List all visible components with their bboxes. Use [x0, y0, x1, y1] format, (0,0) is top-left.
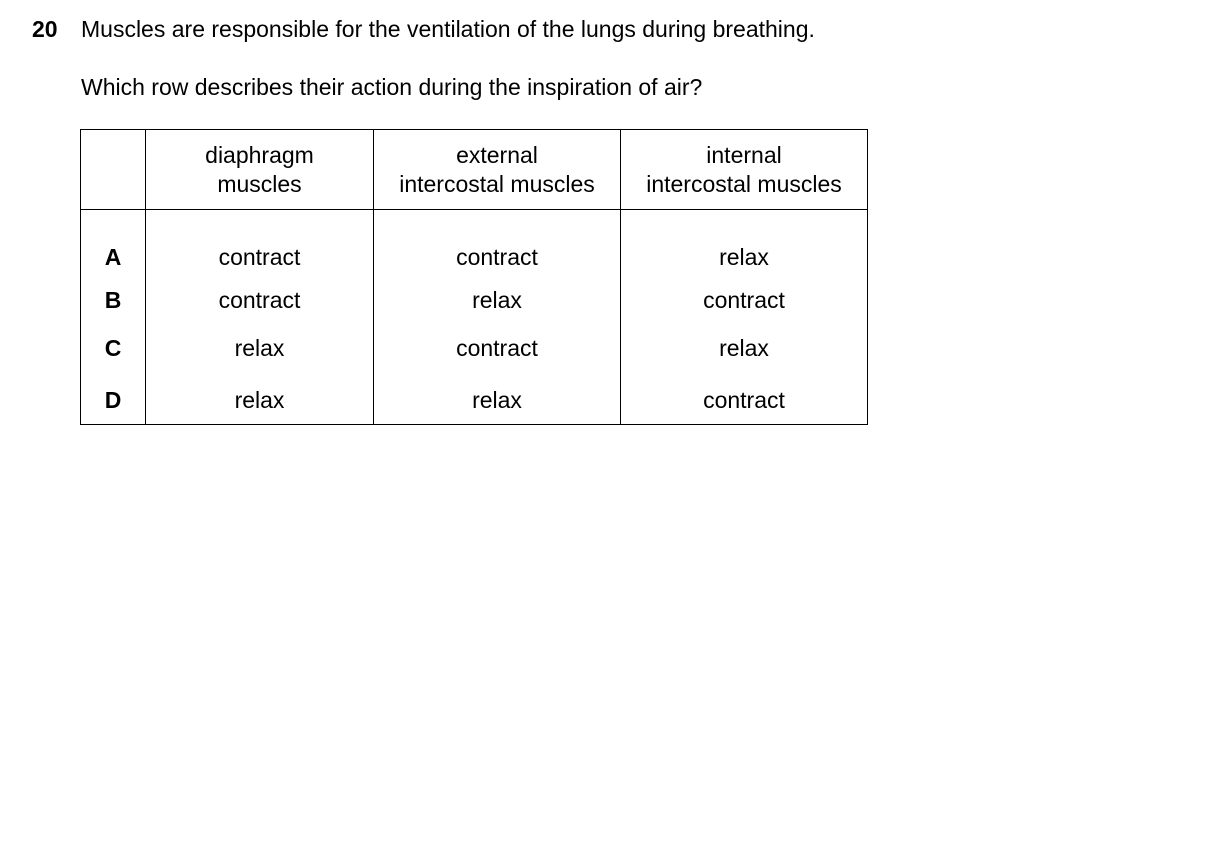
- external-cell: relax: [374, 372, 621, 425]
- header-external-line1: external: [456, 141, 538, 168]
- diaphragm-cell: relax: [146, 372, 374, 425]
- internal-cell: relax: [621, 324, 868, 372]
- header-cell-blank: [81, 130, 146, 210]
- header-diaphragm-line1: diaphragm: [205, 141, 314, 168]
- answer-options-table: [80, 129, 868, 425]
- header-cell-diaphragm: [146, 130, 374, 210]
- header-diaphragm-line2: muscles: [217, 170, 302, 197]
- option-letter: D: [81, 372, 146, 425]
- diaphragm-cell: contract: [146, 210, 374, 277]
- answer-row-b[interactable]: [81, 276, 868, 324]
- option-letter: B: [81, 276, 146, 324]
- internal-cell: contract: [621, 372, 868, 425]
- header-external-line2: intercostal muscles: [399, 170, 595, 197]
- question-number: 20: [32, 16, 58, 42]
- header-internal-line2: intercostal muscles: [646, 170, 842, 197]
- external-cell: relax: [374, 276, 621, 324]
- diaphragm-cell: relax: [146, 324, 374, 372]
- header-internal-line1: internal: [706, 141, 782, 168]
- question-stem: Muscles are responsible for the ventilation of the lungs during breathing.: [81, 16, 815, 42]
- answer-row-a[interactable]: [81, 210, 868, 277]
- header-cell-external: [374, 130, 621, 210]
- option-letter: A: [81, 210, 146, 277]
- answer-row-d[interactable]: [81, 372, 868, 425]
- internal-cell: relax: [621, 210, 868, 277]
- header-cell-internal: [621, 130, 868, 210]
- internal-cell: contract: [621, 276, 868, 324]
- external-cell: contract: [374, 324, 621, 372]
- external-cell: contract: [374, 210, 621, 277]
- answer-row-c[interactable]: [81, 324, 868, 372]
- table-header-row: [81, 130, 868, 210]
- diaphragm-cell: contract: [146, 276, 374, 324]
- option-letter: C: [81, 324, 146, 372]
- question-prompt: Which row describes their action during the inspiration of air?: [81, 74, 703, 100]
